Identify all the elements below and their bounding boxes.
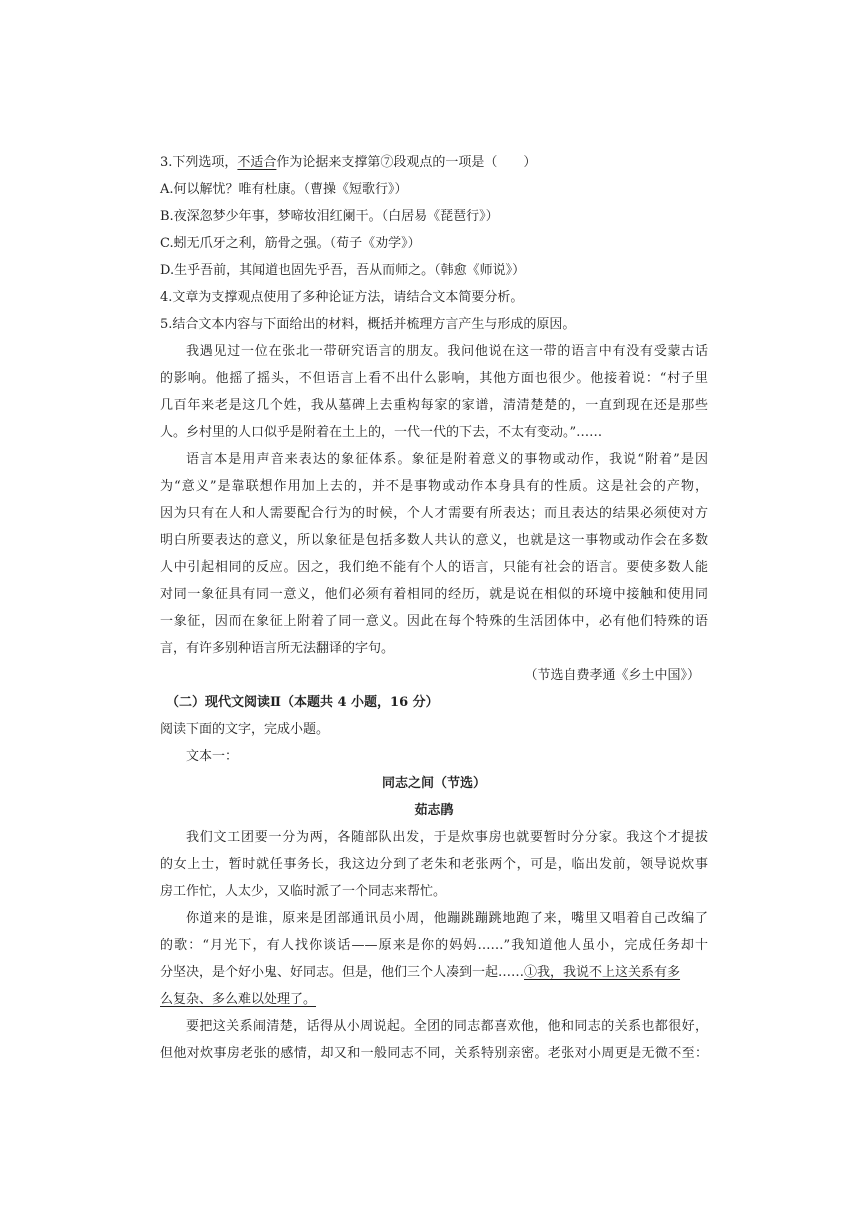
article-p2-line: 的歌：“月光下，有人找你谈话——原来是你的妈妈……”我知道他人虽小，完成任务却十 [160, 938, 708, 953]
section-instruction: 阅读下面的文字，完成小题。 [160, 722, 330, 737]
material-p2-line: 因为只有在人和人需要配合行为的时候，个人才需要有所表达；而且表达的结果必须使对方 [160, 506, 708, 521]
question-3-suffix: 作为论据来支撑第⑦段观点的一项是（ ） [276, 155, 537, 170]
article-author: 茹志鹃 [414, 803, 454, 818]
material-p1-line: 的影响。他摇了摇头，不但语言上看不出什么影响，其他方面也很少。他接着说：“村子里 [160, 371, 708, 386]
material-p1-line: 几百年来老是这几个姓，我从墓碑上去重构每家的家谱，清清楚楚的，一直到现在还是那些 [160, 398, 708, 413]
option-d: D.生乎吾前，其闻道也固先乎吾，吾从而师之。（韩愈《师说》） [160, 263, 526, 278]
material-p2-line: 对同一象征具有同一意义，他们必须有着相同的经历，就是说在相似的环境中接触和使用同 [160, 587, 708, 602]
article-p1-line: 的女上士，暂时就任事务长，我这边分到了老朱和老张两个，可是，临出发前，领导说炊事 [160, 857, 708, 872]
option-c: C.蚓无爪牙之利，筋骨之强。（荀子《劝学》） [160, 236, 421, 251]
article-p3-line: 要把这关系闹清楚，话得从小周说起。全团的同志都喜欢他，他和同志的关系也都很好， [186, 1019, 708, 1034]
article-p2-text: 分坚决，是个好小鬼、好同志。但是，他们三个人凑到一起…… [160, 965, 525, 980]
material-p2-line: 语言本是用声音来表达的象征体系。象征是附着意义的事物或动作，我说“附着”是因 [186, 452, 708, 467]
question-3-prefix: 3.下列选项， [160, 155, 238, 170]
material-p1-line: 人。乡村里的人口似乎是附着在土上的，一代一代的下去，不太有变动。”…… [160, 425, 603, 440]
material-p2-line: 一象征，因而在象征上附着了同一意义。因此在每个特殊的生活团体中，必有他们特殊的语 [160, 614, 708, 629]
article-p2-line: 你道来的是谁，原来是团部通讯员小周，他蹦跳蹦跳地跑了来，嘴里又唱着自己改编了 [186, 911, 708, 926]
material-p1-line: 我遇见过一位在张北一带研究语言的朋友。我问他说在这一带的语言中有没有受蒙古话 [186, 344, 708, 359]
material-p2-line: 明白所要表达的意义，所以象征是包括多数人共认的意义，也就是这一事物或动作会在多数 [160, 533, 708, 548]
question-5: 5.结合文本内容与下面给出的材料，概括并梳理方言产生与形成的原因。 [160, 317, 576, 332]
article-p2-line [160, 991, 316, 1009]
article-title: 同志之间（节选） [381, 776, 486, 791]
option-b: B.夜深忽梦少年事，梦啼妆泪红阑干。（白居易《琵琶行》） [160, 209, 499, 224]
article-p1-line: 我们文工团要一分为两，各随部队出发，于是炊事房也就要暂时分分家。我这个才提拔 [186, 830, 708, 845]
option-a: A.何以解忧？唯有杜康。（曹操《短歌行》） [160, 182, 408, 197]
section-heading: （二）现代文阅读Ⅱ（本题共 4 小题，16 分） [166, 695, 439, 710]
question-4: 4.文章为支撑观点使用了多种论证方法，请结合文本简要分析。 [160, 290, 524, 305]
article-p3-line: 但他对炊事房老张的感情，却又和一般同志不同，关系特别亲密。老张对小周更是无微不至： [160, 1046, 708, 1061]
material-source: （节选自费孝通《乡土中国》） [524, 668, 700, 683]
article-p2-line [160, 964, 680, 982]
question-3-underlined: 不适合 [237, 155, 277, 170]
material-p2-line: 为“意义”是靠联想作用加上去的，并不是事物或动作本身具有的性质。这是社会的产物， [160, 479, 708, 494]
question-3 [160, 154, 536, 172]
underlined-sentence: 么复杂、多么难以处理了。 [160, 992, 317, 1007]
text-label: 文本一： [186, 749, 239, 764]
underlined-sentence: ①我，我说不上这关系有多 [524, 965, 681, 980]
article-p1-line: 房工作忙，人太少，又临时派了一个同志来帮忙。 [160, 884, 447, 899]
material-p2-line: 人中引起相同的反应。因之，我们绝不能有个人的语言，只能有社会的语言。要使多数人能 [160, 560, 708, 575]
material-p2-line: 言，有许多别种语言所无法翻译的字句。 [160, 641, 395, 656]
